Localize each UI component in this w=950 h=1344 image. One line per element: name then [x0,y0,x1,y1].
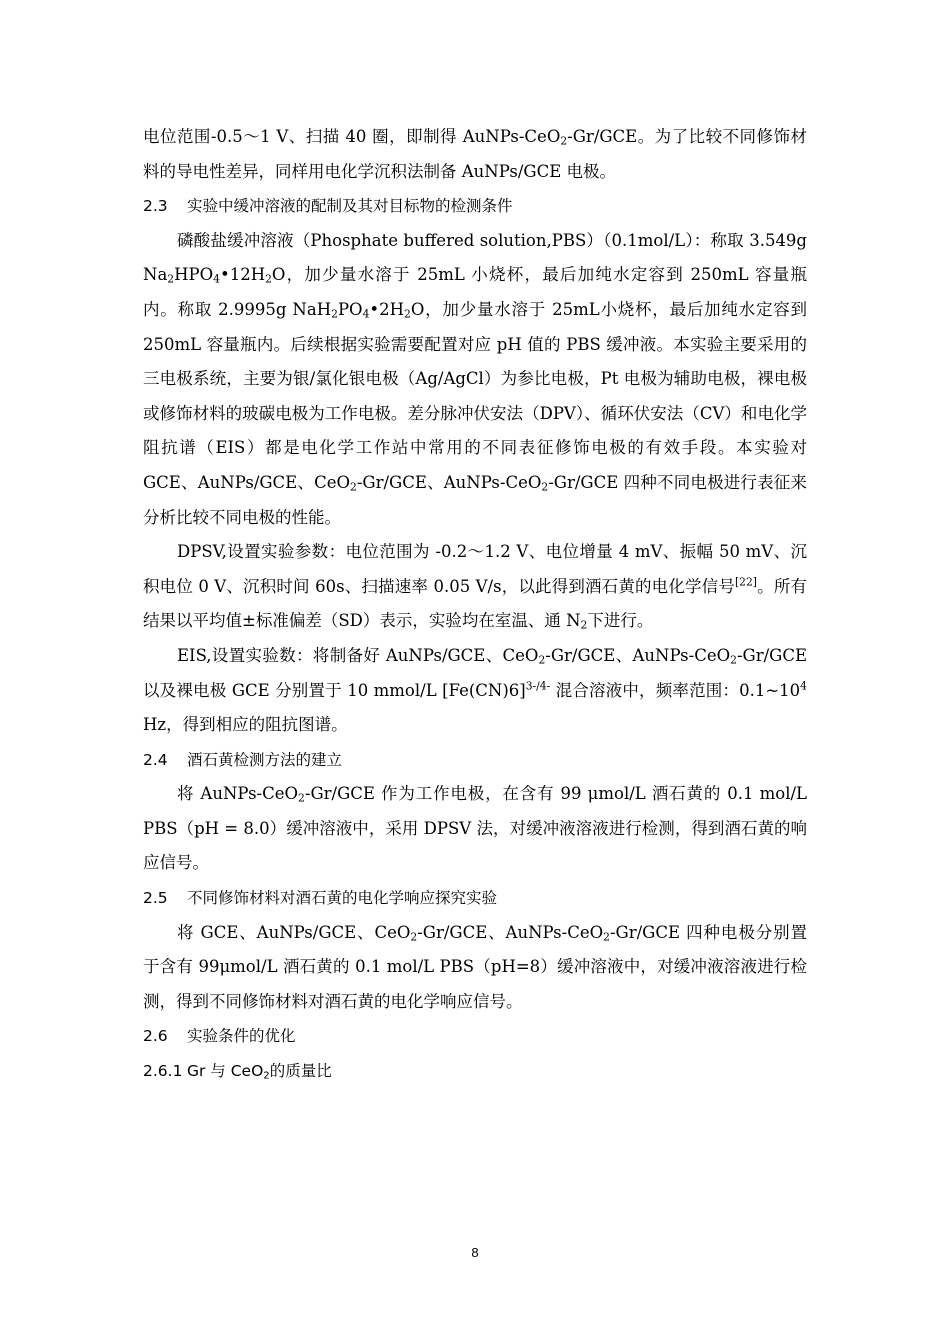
paragraph [143,777,807,881]
subscript: 4 [362,307,370,321]
subscript: 2 [541,480,549,494]
subscript: 2 [350,480,357,494]
text-run: -Gr/GCE 作为工作电极，在含有 99 μmol/L 酒石黄的 0.1 mol/L PBS（pH = 8.0）缓冲溶液中，采用 DPSV 法，对缓冲液溶液进行检测，得到酒石黄的响应信号。 [143,784,808,873]
subscript: 4 [213,273,220,287]
paragraph [143,224,807,535]
text-run: O，加少量水溶于 25mL 小烧杯，最后加纯水定容到 250mL 容量瓶内。称取 2.9995g NaH [143,265,807,319]
text-run: 的质量比 [269,1062,332,1081]
text-run: DPSV,设置实验参数：电位范围为 -0.2～1.2 V、电位增量 4 mV、振幅 50 mV、沉积电位 0 V、沉积时间 60s、扫描速率 0.05 V/s，以此得到酒石黄的电化学信号 [143,542,807,596]
subscript: 2 [560,134,568,148]
subscript: 2 [730,653,737,667]
text-run: 混合溶液中，频率范围：0.1~10 [550,680,801,700]
section-title: 实验条件的优化 [187,1027,296,1046]
section-number: 2.4 [143,750,168,769]
text-run: 将 GCE、AuNPs/GCE、CeO [177,922,411,942]
superscript: [22] [734,575,757,589]
document-body [143,120,807,1089]
text-run: -Gr/GCE、AuNPs-CeO [545,645,731,665]
text-run: 。所有结果以平均值±标准偏差（SD）表示，实验均在室温、通 N [143,576,807,631]
paragraph [143,535,807,639]
section-heading-2-3 [143,189,807,224]
text-run: EIS,设置实验数：将制备好 AuNPs/GCE、CeO [177,645,539,665]
text-run: PO [337,299,363,319]
section-heading-2-4 [143,743,807,778]
subscript: 2 [580,618,588,632]
text-run: •12H [219,265,266,285]
text-run: 磷酸盐缓冲溶液（Phosphate buffered solution,PBS）（0.1mol/L）：称取 3.549g Na [143,230,807,285]
paragraph [143,916,807,1020]
superscript: 4 [800,679,807,693]
text-run: Hz，得到相应的阻抗图谱。 [143,715,348,735]
subscript: 2 [265,273,272,287]
text-run: 电位范围-0.5～1 V、扫描 40 圈，即制得 AuNPs-CeO [143,127,561,146]
subscript: 2 [167,273,175,287]
text-run: Gr 与 CeO [187,1062,264,1081]
subscript: 2 [404,307,411,321]
subscript: 2 [410,930,418,944]
subscript: 2 [331,307,338,321]
text-run: 下进行。 [587,611,654,631]
text-run: HPO [174,265,214,285]
section-number: 2.6 [143,1027,168,1046]
page-number: 8 [471,1245,479,1260]
section-number: 2.6.1 [143,1062,183,1081]
subscript: 2 [263,1070,270,1082]
text-run: -Gr/GCE 以及裸电极 GCE 分别置于 10 mmol/L [Fe(CN)6] [143,645,808,700]
text-run: -Gr/GCE、AuNPs-CeO [417,922,604,942]
text-run: -Gr/GCE。为了比较不同修饰材料的导电性差异，同样用电化学沉积法制备 AuNPs/GCE 电极。 [143,127,807,181]
text-run: 将 AuNPs-CeO [177,784,299,804]
text-run: -Gr/GCE 四种不同电极进行表征来分析比较不同电极的性能。 [143,472,807,527]
section-number: 2.5 [143,889,168,908]
text-run: -Gr/GCE 四种电极分别置于含有 99μmol/L 酒石黄的 0.1 mol/L PBS（pH=8）缓冲溶液中，对缓冲液溶液进行检测，得到不同修饰材料对酒石黄的电化学响应信号。 [143,922,807,1011]
paragraph [143,120,807,189]
paragraph [143,639,807,743]
section-heading-2-6 [143,1019,807,1054]
section-heading-2-5 [143,881,807,916]
subscript: 2 [603,930,610,944]
text-run: -Gr/GCE、AuNPs-CeO [356,472,542,492]
superscript: 3-/4- [525,679,551,693]
section-title: 酒石黄检测方法的建立 [187,750,343,769]
subscript: 2 [538,653,546,667]
text-run: O，加少量水溶于 25mL小烧杯，最后加纯水定容到 250mL 容量瓶内。后续根据实验需要配置对应 pH 值的 PBS 缓冲液。本实验主要采用的三电极系统，主要为银/氯化银电极（Ag/AgCl）为参比电极，Pt 电极为辅助电极，裸电极或修饰材料的玻碳电极为工作电极。差分脉冲伏安法（DPV）、循环伏安法（CV）和电化学阻抗谱（EIS）都是电化学工作站中常用的不同表征修饰电极的有效手段。本实验对 GCE、AuNPs/GCE、CeO [143,299,808,492]
section-heading-2-6-1 [143,1054,807,1089]
section-title: 实验中缓冲溶液的配制及其对目标物的检测条件 [187,197,513,216]
subscript: 2 [298,791,305,805]
section-title: 不同修饰材料对酒石黄的电化学响应探究实验 [187,889,498,908]
text-run: •2H [369,299,405,319]
section-number: 2.3 [143,197,168,216]
